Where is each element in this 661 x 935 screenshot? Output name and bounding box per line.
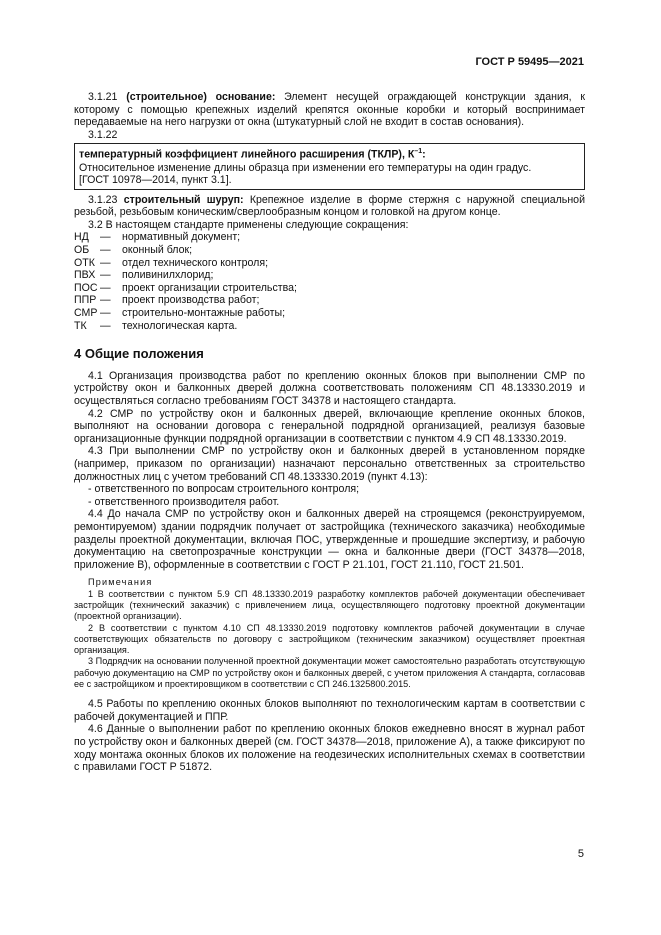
definition: Относительное изменение длины образца при изменении его температуры на один градус.: [79, 161, 532, 174]
clause-4-4: 4.4 До начала СМР по устройству окон и балконных дверей на строящемся (реконструируемом, ремонтируемом) здании подрядчик получает от застройщика (технического заказчика) необходимые разделы проектной документации, включая ПОС, утвержденные и прошедшие экспертизу, и рабочую документацию на светопрозрачные конструкции — окна и балконные двери (ГОСТ 34378—2018, приложение В), оформленные в соответствии с ГОСТ Р 21.101, ГОСТ 21.110, ГОСТ 21.501.: [74, 508, 585, 571]
list-item: [74, 320, 585, 333]
list-item: [74, 307, 585, 320]
abbreviation: СМР: [74, 307, 98, 320]
list-item: [74, 269, 585, 282]
definition: Крепежное изделие в форме стержня с наружной специальной резьбой, резьбовым коническим/сверлообразным концом и головкой на другом конце.: [74, 193, 585, 219]
abbreviation-meaning: поливинилхлорид;: [122, 269, 214, 282]
clause-number: 3.1.23: [88, 193, 118, 206]
definition: Элемент несущей ограждающей конструкции здания, к которому с помощью крепежных изделий крепятся оконные коробки и который воспринимает передаваемые на него нагрузки от окна (штукатурный слой не входит в состав основания).: [74, 91, 585, 129]
document-body: [74, 91, 585, 774]
abbreviation: НД: [74, 231, 89, 244]
reference: [ГОСТ 10978—2014, пункт 3.1].: [79, 174, 232, 187]
abbreviation: ПОС: [74, 281, 98, 294]
abbreviation-meaning: проект производства работ;: [122, 294, 260, 307]
abbreviation-list: [74, 231, 585, 332]
abbreviation: ОТК: [74, 256, 95, 269]
dash: —: [100, 244, 111, 257]
clause-4-1: 4.1 Организация производства работ по креплению оконных блоков при выполнении СМР по устройству окон и балконных дверей должна соответствовать положениям СП 48.13330.2019 и осуществляться согласно требованиям ГОСТ 34378 и настоящего стандарта.: [74, 369, 585, 407]
section-4-heading: 4 Общие положения: [74, 346, 204, 362]
abbreviation-meaning: оконный блок;: [122, 244, 193, 257]
list-item: [74, 231, 585, 244]
note-2: 2 В соответствии с пунктом 4.10 СП 48.13330.2019 подготовку комплектов рабочей документации в случае соответствующих обязательств по договору с застройщиком (техническим заказчиком) осуществляет проектная организация.: [74, 622, 585, 656]
clause-3-2-intro: 3.2 В настоящем стандарте применены следующие сокращения:: [88, 218, 409, 231]
note-3: 3 Подрядчик на основании полученной проектной документации может самостоятельно разработать отсутствующую рабочую документацию на СМР по устройству окон и балконных дверей, с учетом приложения А стандарта, согласовав ее с застройщиком и проектировщиком в соответствии с СП 246.1325800.2015.: [74, 656, 585, 689]
page-number: 5: [577, 848, 584, 860]
note-1: 1 В соответствии с пунктом 5.9 СП 48.13330.2019 разработку комплектов рабочей документации обеспечивает застройщик (технический заказчик) с привлечением лица, осуществляющего подготовку проектной документации (проектной организации).: [74, 588, 585, 622]
dash: —: [100, 319, 111, 332]
abbreviation: ОБ: [74, 244, 90, 257]
list-item: [74, 257, 585, 270]
clause-4-5: 4.5 Работы по креплению оконных блоков выполняют по технологическим картам в соответствии с рабочей документацией и ППР.: [74, 698, 585, 723]
notes-title: Примечания: [88, 577, 153, 588]
document-id-header: ГОСТ Р 59495—2021: [475, 56, 584, 68]
clause-4-6: 4.6 Данные о выполнении работ по креплению оконных блоков ежедневно вносят в журнал работ по устройству окон и балконных дверей (см. ГОСТ 34378—2018, приложение А), а также фиксируют по ходу монтажа оконных блоков их положение на геодезических исполнительных схемах в соответствии с правилами ГОСТ Р 51872.: [74, 723, 585, 774]
notes-block: [74, 577, 585, 690]
clause-3-1-22-box: [74, 143, 585, 189]
term-line: [79, 146, 580, 161]
dash: —: [100, 256, 111, 269]
abbreviation-meaning: строительно-монтажные работы;: [122, 307, 286, 320]
term-colon: :: [422, 148, 426, 161]
clause-3-1-23: [74, 194, 585, 219]
dash: —: [100, 294, 111, 307]
list-item: [74, 282, 585, 295]
abbreviation-meaning: отдел технического контроля;: [122, 256, 269, 269]
term: строительный шуруп:: [123, 193, 244, 206]
clause-4-3-item: - ответственного по вопросам строительного контроля;: [88, 483, 360, 496]
term-superscript: –1: [414, 148, 423, 156]
clause-4-3-item: - ответственного производителя работ.: [88, 495, 280, 508]
clause-3-1-21: [74, 91, 585, 129]
term: температурный коэффициент линейного расширения (ТКЛР), К: [79, 148, 415, 161]
clause-3-1-22-number: 3.1.22: [88, 128, 118, 141]
list-item: [74, 294, 585, 307]
abbreviation-meaning: технологическая карта.: [122, 319, 238, 332]
dash: —: [100, 281, 111, 294]
list-item: [74, 244, 585, 257]
abbreviation-meaning: нормативный документ;: [122, 231, 241, 244]
term: (строительное) основание:: [126, 91, 276, 103]
abbreviation: ТК: [74, 319, 87, 332]
abbreviation-meaning: проект организации строительства;: [122, 281, 297, 294]
dash: —: [100, 269, 111, 282]
abbreviation: ППР: [74, 294, 97, 307]
clause-4-2: 4.2 СМР по устройству окон и балконных дверей, включающие крепление оконных блоков, выполняют на основании договора с генеральной подрядной организацией, реализуя базовые организационные функции подрядной организации в соответствии с пунктом 4.9 СП 48.13330.2019.: [74, 407, 585, 445]
clause-number: 3.1.21: [88, 91, 118, 103]
clause-4-3: 4.3 При выполнении СМР по устройству окон и балконных дверей в установленном порядке (например, приказом по организации) назначают персонально ответственных за строительство должностных лиц с учетом требований СП 48.133330.2019 (пункт 4.13):: [74, 445, 585, 483]
dash: —: [100, 231, 111, 244]
dash: —: [100, 307, 111, 320]
abbreviation: ПВХ: [74, 269, 96, 282]
